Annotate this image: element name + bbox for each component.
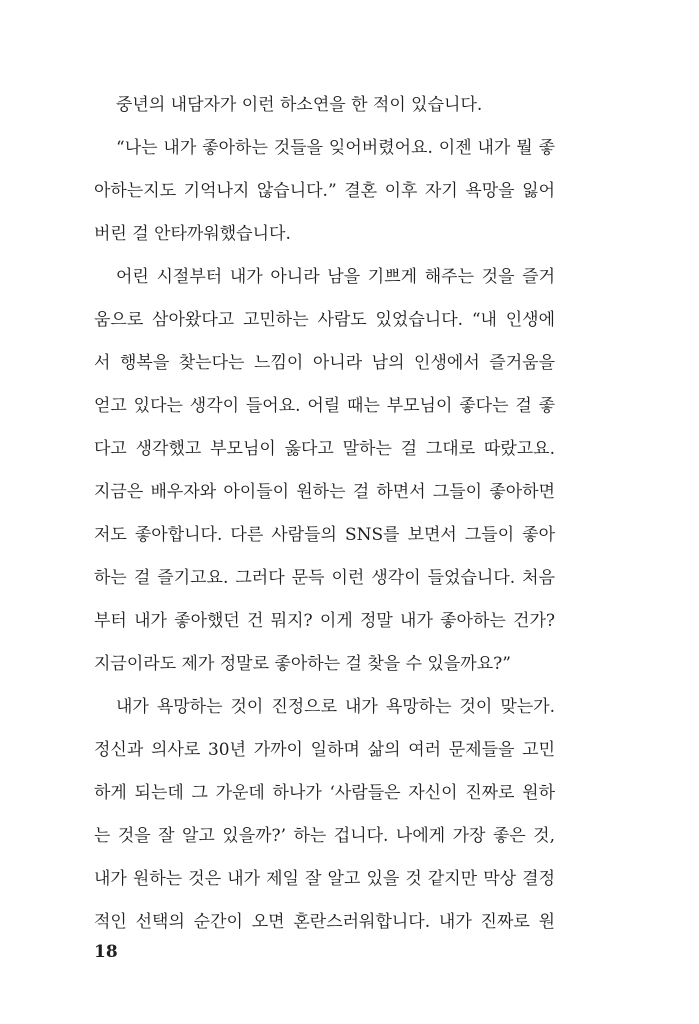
text-line: 지금이라도 제가 정말로 좋아하는 걸 찾을 수 있을까요?”	[94, 654, 511, 674]
page-number: 18	[94, 942, 118, 962]
text-line: 하는 걸 즐기고요. 그러다 문득 이런 생각이 들었습니다. 처음	[94, 568, 555, 588]
text-line: 버린 걸 안타까워했습니다.	[94, 224, 291, 244]
text-line: 서 행복을 찾는다는 느낌이 아니라 남의 인생에서 즐거움을	[94, 353, 555, 373]
text-line: 부터 내가 좋아했던 건 뭐지? 이게 정말 내가 좋아하는 건가?	[94, 611, 555, 631]
text-line: 정신과 의사로 30년 가까이 일하며 삶의 여러 문제들을 고민	[94, 740, 555, 760]
text-line: 다고 생각했고 부모님이 옳다고 말하는 걸 그대로 따랐고요.	[94, 439, 555, 459]
text-line: 얻고 있다는 생각이 들어요. 어릴 때는 부모님이 좋다는 걸 좋	[94, 396, 555, 416]
text-line: 적인 선택의 순간이 오면 혼란스러워합니다. 내가 진짜로 원	[94, 912, 555, 932]
text-line: 는 것을 잘 알고 있을까?’ 하는 겁니다. 나에게 가장 좋은 것,	[94, 826, 555, 846]
text-line: 내가 원하는 것은 내가 제일 잘 알고 있을 것 같지만 막상 결정	[94, 869, 555, 889]
text-line: 내가 욕망하는 것이 진정으로 내가 욕망하는 것이 맞는가.	[116, 697, 555, 717]
text-line: 지금은 배우자와 아이들이 원하는 걸 하면서 그들이 좋아하면	[94, 482, 555, 502]
text-line: 저도 좋아합니다. 다른 사람들의 SNS를 보면서 그들이 좋아	[94, 525, 555, 545]
text-line: “나는 내가 좋아하는 것들을 잊어버렸어요. 이젠 내가 뭘 좋	[116, 138, 555, 158]
text-line: 아하는지도 기억나지 않습니다.” 결혼 이후 자기 욕망을 잃어	[94, 181, 555, 201]
text-line: 중년의 내담자가 이런 하소연을 한 적이 있습니다.	[116, 95, 483, 115]
text-line: 어린 시절부터 내가 아니라 남을 기쁘게 해주는 것을 즐거	[116, 267, 555, 287]
text-line: 하게 되는데 그 가운데 하나가 ‘사람들은 자신이 진짜로 원하	[94, 783, 555, 803]
text-line: 움으로 삼아왔다고 고민하는 사람도 있었습니다. “내 인생에	[94, 310, 555, 330]
